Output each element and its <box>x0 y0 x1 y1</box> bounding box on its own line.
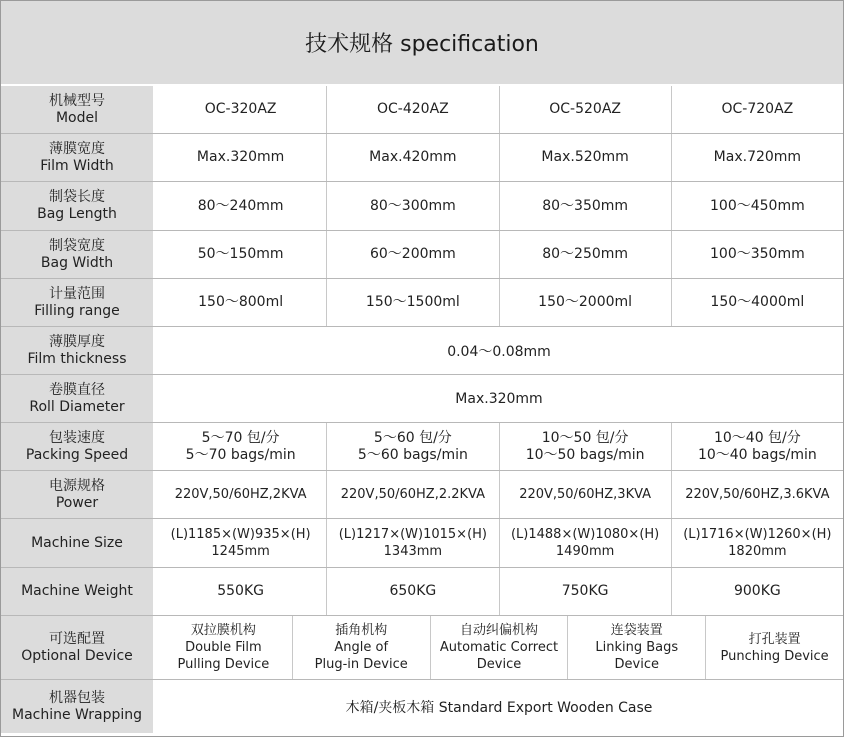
label-zh: 薄膜宽度 <box>49 140 105 157</box>
cell-packing-speed-2 <box>327 423 499 470</box>
label-zh: 包装速度 <box>49 429 105 446</box>
row-machine-weight <box>1 568 843 616</box>
row-label <box>1 423 155 470</box>
row-label <box>1 375 155 422</box>
row-label <box>1 519 155 567</box>
speed-en: 10～40 bags/min <box>697 446 817 463</box>
label-zh: 可选配置 <box>49 630 105 647</box>
label-en: Bag Length <box>37 206 117 222</box>
row-label <box>1 231 155 278</box>
row-bag-width <box>1 231 843 279</box>
device-en: Device <box>476 657 522 672</box>
device-en: Pulling Device <box>177 657 270 672</box>
cell-bag-length-1: 80～240mm <box>155 182 327 230</box>
size-dimensions: (L)1488×(W)1080×(H) <box>510 527 660 542</box>
label-zh: 制袋宽度 <box>49 237 105 254</box>
label-zh: 机械型号 <box>49 92 105 109</box>
cell-machine-size-3 <box>500 519 672 567</box>
label-en: Power <box>55 494 99 511</box>
label-en: Machine Wrapping <box>11 706 143 723</box>
cell-bag-width-1: 50～150mm <box>155 231 327 278</box>
row-label <box>1 680 155 733</box>
speed-zh: 10～50 包/分 <box>541 429 629 446</box>
label-en: Machine Size <box>31 534 123 551</box>
label-en: Roll Diameter <box>29 398 125 415</box>
cell-machine-weight-4: 900KG <box>733 583 781 599</box>
cell-optional-device-4 <box>568 616 706 679</box>
row-machine-wrapping <box>1 680 843 733</box>
size-dimensions: (L)1185×(W)935×(H) <box>170 527 311 542</box>
cell-filling-range-1: 150～800ml <box>155 279 327 326</box>
cell-machine-wrapping: 木箱/夹板木箱 Standard Export Wooden Case <box>345 699 653 716</box>
row-label <box>1 279 155 326</box>
row-label <box>1 86 155 133</box>
cell-machine-size-1 <box>155 519 327 567</box>
cell-film-width-1: Max.320mm <box>155 134 327 181</box>
cell-machine-weight-2: 650KG <box>327 568 499 615</box>
cell-filling-range-4: 150～4000ml <box>710 294 805 310</box>
cell-machine-weight-1: 550KG <box>155 568 327 615</box>
row-bag-length <box>1 182 843 231</box>
cell-bag-width-4: 100～350mm <box>710 246 805 262</box>
label-en: Machine Weight <box>21 583 133 599</box>
cell-film-width-4: Max.720mm <box>713 149 802 165</box>
cell-optional-device-1 <box>155 616 293 679</box>
label-en: Film Width <box>40 157 114 174</box>
device-en: Linking Bags <box>595 640 679 655</box>
row-roll-diameter <box>1 375 843 423</box>
speed-zh: 5～70 包/分 <box>201 429 280 446</box>
label-en: Packing Speed <box>25 446 129 463</box>
cell-film-width-2: Max.420mm <box>327 134 499 181</box>
device-zh: 双拉膜机构 <box>190 623 256 638</box>
device-zh: 连袋装置 <box>610 623 663 638</box>
cell-power-1: 220V,50/60HZ,2KVA <box>155 471 327 518</box>
row-film-width <box>1 134 843 182</box>
size-dimensions: (L)1217×(W)1015×(H) <box>338 527 487 542</box>
row-power <box>1 471 843 519</box>
device-en: Automatic Correct <box>439 640 559 655</box>
cell-bag-length-4: 100～450mm <box>710 197 805 214</box>
label-zh: 机器包装 <box>49 689 105 706</box>
row-label <box>1 616 155 679</box>
row-label <box>1 182 155 230</box>
speed-zh: 10～40 包/分 <box>713 429 801 446</box>
cell-model-4: OC-720AZ <box>721 101 794 117</box>
device-zh: 打孔装置 <box>748 631 801 647</box>
size-height: 1343mm <box>383 544 443 559</box>
label-zh: 制袋长度 <box>49 189 105 205</box>
cell-roll-diameter: Max.320mm <box>455 390 543 407</box>
cell-machine-weight-3: 750KG <box>500 568 672 615</box>
label-zh: 卷膜直径 <box>49 381 105 398</box>
cell-power-4: 220V,50/60HZ,3.6KVA <box>685 487 830 502</box>
label-zh: 计量范围 <box>49 285 105 302</box>
cell-filling-range-3: 150～2000ml <box>500 279 672 326</box>
row-model <box>1 86 843 134</box>
speed-en: 5～70 bags/min <box>185 446 296 463</box>
row-label <box>1 471 155 518</box>
cell-packing-speed-4 <box>672 423 843 470</box>
cell-machine-size-2 <box>327 519 499 567</box>
device-en: Plug-in Device <box>314 657 408 672</box>
device-en: Punching Device <box>720 648 829 664</box>
table-title: 技术规格 specification <box>1 1 843 86</box>
size-dimensions: (L)1716×(W)1260×(H) <box>683 527 832 542</box>
cell-filling-range-2: 150～1500ml <box>327 279 499 326</box>
speed-zh: 5～60 包/分 <box>373 429 452 446</box>
cell-film-width-3: Max.520mm <box>500 134 672 181</box>
cell-bag-width-2: 60～200mm <box>327 231 499 278</box>
device-zh: 自动纠偏机构 <box>459 623 538 638</box>
row-film-thickness <box>1 327 843 375</box>
row-filling-range <box>1 279 843 327</box>
label-en: Film thickness <box>27 350 127 367</box>
row-label <box>1 568 155 615</box>
label-en: Model <box>55 109 99 126</box>
cell-power-2: 220V,50/60HZ,2.2KVA <box>327 471 499 518</box>
cell-model-1: OC-320AZ <box>155 86 327 133</box>
row-packing-speed <box>1 423 843 471</box>
cell-bag-length-3: 80～350mm <box>500 182 672 230</box>
label-en: Bag Width <box>40 254 114 271</box>
cell-packing-speed-3 <box>500 423 672 470</box>
cell-power-3: 220V,50/60HZ,3KVA <box>500 471 672 518</box>
cell-film-thickness: 0.04～0.08mm <box>447 343 551 360</box>
cell-bag-length-2: 80～300mm <box>327 182 499 230</box>
label-zh: 电源规格 <box>49 477 105 494</box>
device-en: Device <box>614 657 660 672</box>
cell-model-3: OC-520AZ <box>500 86 672 133</box>
device-en: Angle of <box>334 640 389 655</box>
cell-optional-device-2 <box>293 616 431 679</box>
cell-optional-device-3 <box>431 616 569 679</box>
row-label <box>1 327 155 374</box>
device-en: Double Film <box>185 640 262 655</box>
cell-packing-speed-1 <box>155 423 327 470</box>
cell-bag-width-3: 80～250mm <box>500 231 672 278</box>
size-height: 1490mm <box>555 544 615 559</box>
speed-en: 5～60 bags/min <box>357 446 468 463</box>
size-height: 1245mm <box>211 544 270 559</box>
cell-machine-size-4 <box>672 519 843 567</box>
label-en: Filling range <box>34 302 120 319</box>
row-machine-size <box>1 519 843 568</box>
device-zh: 插角机构 <box>335 623 388 638</box>
size-height: 1820mm <box>728 544 787 559</box>
speed-en: 10～50 bags/min <box>525 446 645 463</box>
label-zh: 薄膜厚度 <box>49 333 105 350</box>
cell-model-2: OC-420AZ <box>327 86 499 133</box>
row-label <box>1 134 155 181</box>
cell-optional-device-5 <box>706 616 843 679</box>
row-optional-device <box>1 616 843 680</box>
label-en: Optional Device <box>21 647 133 664</box>
